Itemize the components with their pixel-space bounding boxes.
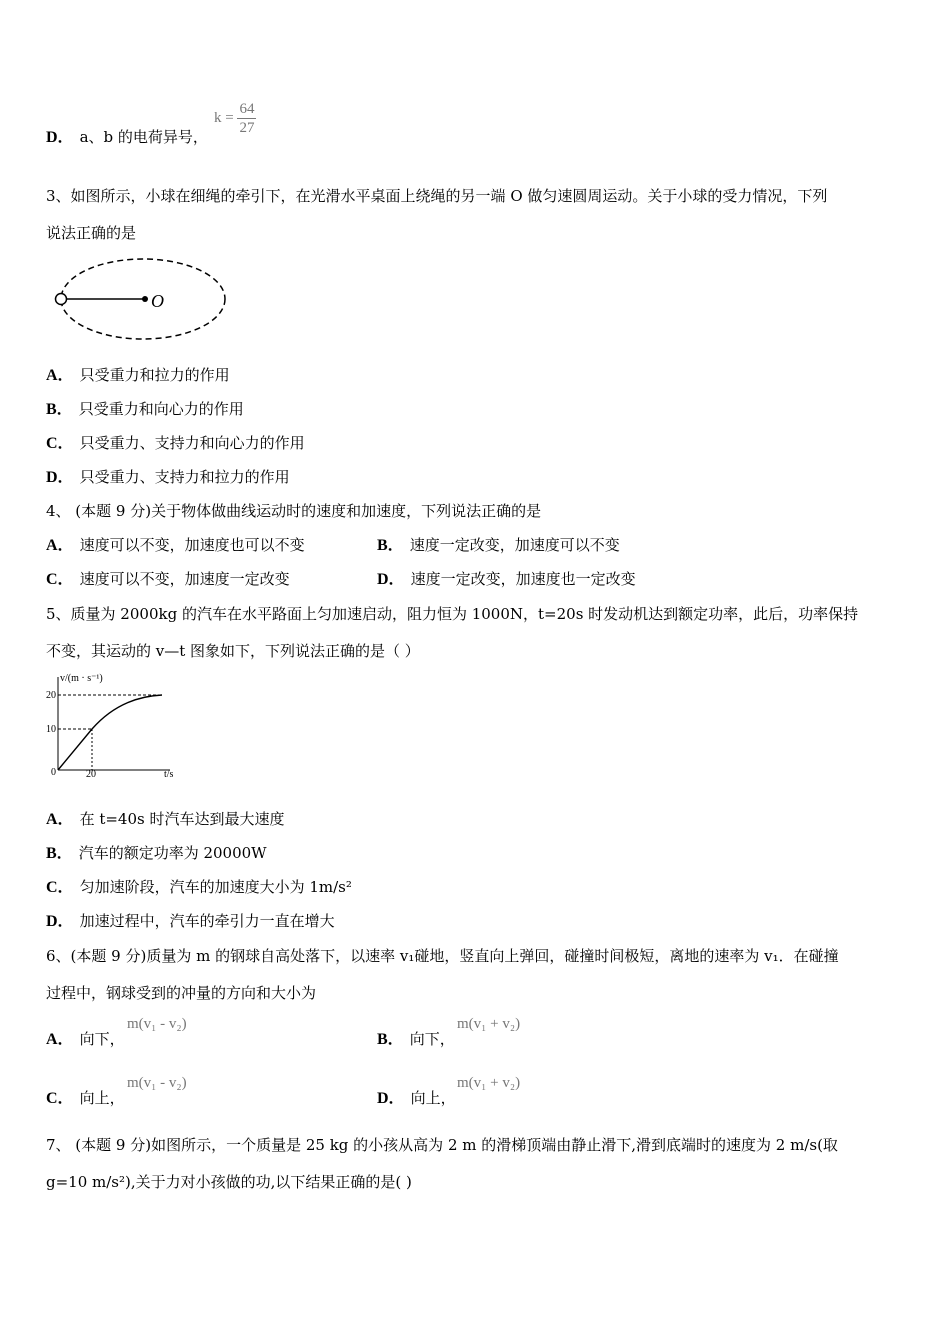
option-text: 只受重力、支持力和向心力的作用 [79, 434, 305, 452]
option-text: 向上， [79, 1089, 125, 1107]
q3-stem-2: 说法正确的是 [46, 224, 137, 242]
option-label: D． [377, 571, 405, 588]
q6-stem-2: 过程中，钢球受到的冲量的方向和大小为 [46, 984, 317, 1002]
formula-lhs: k = [214, 109, 234, 126]
option-label: B． [46, 401, 73, 418]
option-label: D． [377, 1090, 405, 1107]
option-label: A． [46, 1031, 74, 1048]
x-tick: 20 [86, 769, 96, 780]
option-label: B． [377, 1031, 404, 1048]
q6-option-a [46, 1029, 125, 1050]
center-label: O [151, 291, 164, 311]
q5-stem-2: 不变，其运动的 v—t 图象如下，下列说法正确的是（ ） [46, 642, 420, 660]
option-text: 只受重力、支持力和拉力的作用 [79, 468, 290, 486]
option-text: 速度可以不变，加速度也可以不变 [79, 536, 305, 554]
q2-option-d [46, 127, 208, 148]
option-label: B． [377, 537, 404, 554]
q4-option-c [46, 569, 290, 590]
vt-graph [40, 665, 190, 780]
option-text: 在 t=40s 时汽车达到最大速度 [79, 810, 285, 828]
q5-option-b [46, 843, 267, 864]
option-label: C． [46, 879, 74, 896]
option-text: 向上， [410, 1089, 456, 1107]
q4-option-b [377, 535, 620, 556]
formula: m(v₁ - v₂) [127, 1075, 187, 1091]
option-text: a、b 的电荷异号， [79, 128, 208, 146]
q5-option-d [46, 911, 335, 932]
option-text: 向下， [79, 1030, 125, 1048]
formula: m(v₁ + v₂) [457, 1016, 521, 1032]
q6-stem: 6、(本题 9 分)质量为 m 的钢球自高处落下，以速率 v₁碰地，竖直向上弹回，碰撞时间极短，离地的速率为 v₁．在碰撞 [46, 947, 839, 965]
option-label: C． [46, 571, 74, 588]
numerator: 64 [239, 101, 255, 117]
circular-motion-figure [50, 255, 230, 345]
option-text: 速度一定改变，加速度也一定改变 [410, 570, 636, 588]
q7-stem-2: g=10 m/s²),关于力对小孩做的功,以下结果正确的是( ) [46, 1173, 412, 1191]
q3-option-b [46, 399, 244, 420]
q4-option-a [46, 535, 305, 556]
y-label: v/(m · s⁻¹) [60, 673, 103, 684]
x-label: t/s [164, 769, 174, 780]
q6-option-d [377, 1088, 456, 1109]
denominator: 27 [239, 120, 255, 136]
q5-stem: 5、质量为 2000kg 的汽车在水平路面上匀加速启动，阻力恒为 1000N，t=20s 时发动机达到额定功率，此后，功率保持 [46, 605, 859, 623]
option-text: 速度一定改变，加速度可以不变 [409, 536, 620, 554]
formula-k [214, 100, 256, 137]
option-text: 向下， [409, 1030, 455, 1048]
q4-option-d [377, 569, 636, 590]
q4-stem: 4、 (本题 9 分)关于物体做曲线运动时的速度和加速度，下列说法正确的是 [46, 502, 542, 520]
option-label: A． [46, 537, 74, 554]
option-label: B． [46, 845, 73, 862]
formula: m(v₁ + v₂) [457, 1075, 521, 1091]
option-label: C． [46, 435, 74, 452]
option-label: D． [46, 913, 74, 930]
q7-stem: 7、 (本题 9 分)如图所示，一个质量是 25 kg 的小孩从高为 2 m 的滑梯顶端由静止滑下,滑到底端时的速度为 2 m/s(取 [46, 1136, 838, 1154]
q3-stem: 3、如图所示，小球在细绳的牵引下，在光滑水平桌面上绕绳的另一端 O 做匀速圆周运动。关于小球的受力情况，下列 [46, 187, 828, 205]
q3-option-c [46, 433, 305, 454]
option-text: 速度可以不变，加速度一定改变 [79, 570, 290, 588]
option-text: 匀加速阶段，汽车的加速度大小为 1m/s² [79, 878, 352, 896]
option-label: D． [46, 469, 74, 486]
center-point [142, 296, 148, 302]
option-label: A． [46, 367, 74, 384]
q3-option-a [46, 365, 230, 386]
velocity-curve [58, 695, 162, 770]
formula: m(v₁ - v₂) [127, 1016, 187, 1032]
option-label: C． [46, 1090, 74, 1107]
origin-label: 0 [51, 767, 56, 778]
option-text: 汽车的额定功率为 20000W [78, 844, 267, 862]
option-text: 加速过程中，汽车的牵引力一直在增大 [79, 912, 335, 930]
y-tick: 20 [46, 690, 56, 701]
q5-option-c [46, 877, 352, 898]
ball [56, 294, 67, 305]
q5-option-a [46, 809, 284, 830]
option-label: D． [46, 129, 74, 146]
q6-option-b [377, 1029, 455, 1050]
option-label: A． [46, 811, 74, 828]
option-text: 只受重力和拉力的作用 [79, 366, 230, 384]
q3-option-d [46, 467, 290, 488]
option-text: 只受重力和向心力的作用 [78, 400, 244, 418]
q6-option-c [46, 1088, 125, 1109]
y-tick: 10 [46, 724, 56, 735]
